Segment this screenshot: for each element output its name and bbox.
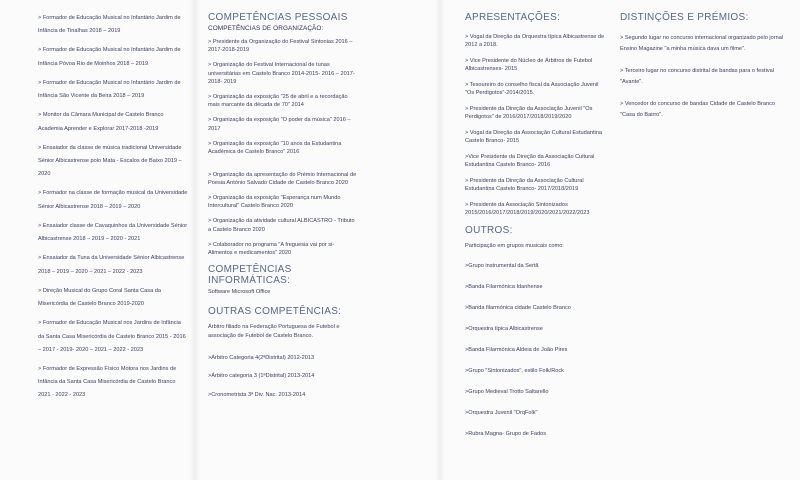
list-item: > Vogal da Direção da Associação Cultural Estudantina Castelo Branco- 2015 xyxy=(465,129,602,145)
list-item: > Organização da atividade cultural ALBICASTRO - Tributo a Castelo Branco 2020 xyxy=(208,218,355,233)
list-item: >Orquestra Juvenil "OrqFolk" xyxy=(465,410,538,417)
organization-skills-subheading: COMPETÊNCIAS DE ORGANIZAÇÃO: xyxy=(208,25,324,32)
others-heading: OUTROS: xyxy=(465,224,513,236)
list-item: >Grupo instrumental da Sertã xyxy=(465,263,539,270)
list-item: > Formador na classe de formação musical da Universidade Sénior Albicastrense 2018 – 2019 – 2020 xyxy=(38,190,188,210)
list-item: > Organização da apresentação do Prémio Internacional de Poesia António Salvado Cidade de Castelo Branco 2020 xyxy=(208,171,357,187)
list-item: > Organização da exposição "10 anos da Estudantina Académica de Castelo Branco" 2016 xyxy=(208,140,342,155)
list-item: Árbitro filiado na Federação Portuguesa de Futebol e associação de Futebol de Castelo Branco. xyxy=(208,324,340,339)
awards-heading: DISTINÇÕES E PRÉMIOS: xyxy=(620,12,749,23)
presentations-heading: APRESENTAÇÕES: xyxy=(465,12,561,23)
fold-line-1 xyxy=(190,0,200,480)
list-item: > Ensaiador da Tuna da Universidade Sénior Albicastrense 2018 – 2019 – 2020 – 2021 – 2022 - 2023 xyxy=(38,255,185,275)
list-item: > Tesoureiro do conselho fiscal da Associação Juvenil "Os Perdigotos"-2014/2015. xyxy=(465,81,599,97)
list-item: > Presidente da Associação Sintonizados 2015/2016/2017/2018/2019/2020/2021/2022/2023 xyxy=(465,201,590,217)
list-item: > Vencedor do concurso de bandas Cidade de Castelo Branco "Casa do Bairro". xyxy=(620,100,776,118)
presentations-column xyxy=(465,12,605,451)
list-item: >Grupo Medieval Trotto Saltarello xyxy=(465,389,549,396)
list-item: > Ensaiador da classe de música tradicional Universidade Sénior Albicastrense polo Mata - Escalos de Baixo 2019 – 2020 xyxy=(38,144,182,178)
personal-skills-heading: COMPETÊNCIAS PESSOAIS xyxy=(208,12,348,23)
list-item: >Árbitro categoria 3 (1ªDistrital) 2013-2014 xyxy=(208,373,315,380)
skills-column xyxy=(208,12,358,405)
computer-skills-heading: COMPETÊNCIAS INFORMÁTICAS: xyxy=(208,263,292,286)
list-item: > Organização da exposição "O poder da música" 2016 – 2017 xyxy=(208,117,351,132)
list-item: > Presidente da Direção da Associação Juvenil "Os Perdigotos" de 2016/2017/2018/2019/2020 xyxy=(465,105,593,121)
list-item: > Segundo lugar no concurso internacional organizado pelo jornal Ensino Magazine "a minha música dava um filme". xyxy=(620,35,784,52)
list-item: >Grupo "Sintonizados", estilo Folk/Rock xyxy=(465,368,564,375)
list-item: > Colaborador no programa "A freguesia vai por si- Alimentos e medicamentos" 2020 xyxy=(208,241,335,257)
list-item: > Formador de Educação Musical no Infantário Jardim de Infância Póvoa Rio de Moinhos 2018 – 2019 xyxy=(38,47,181,67)
list-item: > Organização da exposição "Esperança num Mundo Intercultural" Castelo Branco 2020 xyxy=(208,195,341,210)
list-item: > Presidente da Direção da Associação Cultural Estudantina Castelo Branco- 2017/2018/2019 xyxy=(465,177,584,193)
list-item: >Vice Presidente da Direção da Associação Cultural Estudantina Castelo Branco- 2016 xyxy=(465,153,595,169)
list-item: >Árbitro Categoria 4(2ªDistrital) 2012-2013 xyxy=(208,355,315,362)
list-item: > Formador de Educação Musical no Infantário Jardim de Infância de Tinalhas 2018 – 2019 xyxy=(38,15,181,35)
list-item: > Terceiro lugar no concurso distrital de bandas para o festival "Avante". xyxy=(620,67,774,85)
other-skills-heading: OUTRAS COMPETÊNCIAS: xyxy=(208,306,342,318)
others-intro: Participação em grupos musicais como: xyxy=(465,242,564,249)
list-item: > Formador de Expressão Físico Motora nos Jardins de Infância da Santa Casa Misericórdia de Castelo Branco 2021 - 2022 - 2023 xyxy=(38,365,177,399)
fold-line-2 xyxy=(435,0,445,480)
list-item: >Rubra Magna- Grupo de Fados xyxy=(465,431,547,438)
list-item: >Cronometrista 3ª Div. Nac. 2013-2014 xyxy=(208,391,306,398)
list-item: > Vice Presidente do Núcleo de Árbitros de Futebol Albicastrenses- 2015 xyxy=(465,57,593,73)
list-item: > Vogal da Direção da Orquestra típica Albicastrense de 2012 a 2018. xyxy=(465,34,605,49)
list-item: >Banda Filarmónica Idanhense xyxy=(465,284,543,291)
teaching-experience-column xyxy=(38,12,188,409)
computer-skills-text: Software Microsoft Office xyxy=(208,288,271,295)
list-item: > Formador de Educação Musical no Infantário Jardim de Infância São Vicente da Beira 2018 – 2019 xyxy=(38,79,181,100)
list-item: >Banda Filarmónica Aldeia de João Pires xyxy=(465,347,568,354)
list-item: >Orquestra típica Albicastrense xyxy=(465,326,543,333)
list-item: > Ensaiador classe de Cavaquinhos da Universidade Sénior Albicastrense 2018 – 2019 – 2020 - 2021 xyxy=(38,222,188,243)
list-item: > Organização do Festival Internacional de tunas universitárias em Castelo Branco 2014-2015- 2016 – 2017- 2018- 2019 xyxy=(208,62,355,86)
list-item: > Formador de Educação Musical nos Jardins de Infância da Santa Casa Misericórdia de Castelo Branco 2015 - 2016 – 2017 - 2019- 2020 – 2021 – 2022 - 2023 xyxy=(38,320,186,353)
list-item: > Organização da exposição "25 de abril e a recordação mais marcante da década de 70" 2014 xyxy=(208,93,348,109)
list-item: > Direção Musical do Grupo Coral Santa Casa da Misericórdia de Castelo Branco 2019-2020 xyxy=(38,287,161,308)
list-item: > Presidente da Organização do Festival Sintonias 2016 – 2017-2018-2019 xyxy=(208,39,353,54)
list-item: >Banda filarmónica cidade Castelo Branco xyxy=(465,305,571,312)
awards-column xyxy=(620,12,785,131)
list-item: > Monitor da Câmara Municipal de Castelo Branco Academia Aprender e Explorar 2017-2018 -2019 xyxy=(38,112,164,132)
